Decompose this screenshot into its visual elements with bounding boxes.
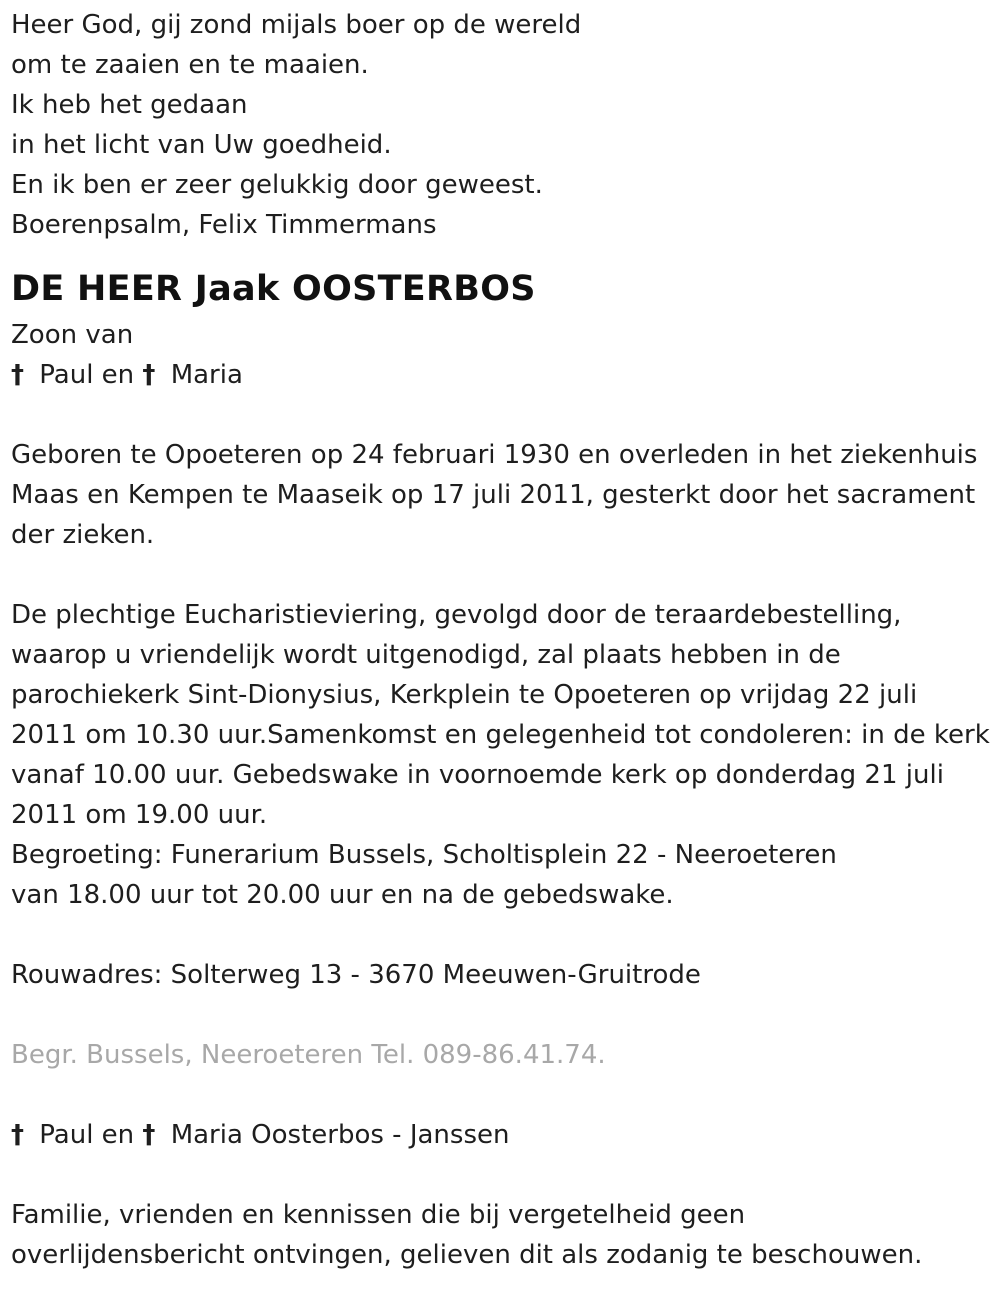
poem-line: En ik ben er zeer gelukkig door geweest. (11, 170, 543, 200)
poem (11, 5, 991, 245)
mourning-address: Rouwadres: Solterweg 13 - 3670 Meeuwen-Gruitrode (11, 960, 701, 990)
greeting-line: van 18.00 uur tot 20.00 uur en na de gebedswake. (11, 880, 674, 910)
poem-line: Ik heb het gedaan (11, 90, 248, 120)
notice-line: Familie, vrienden en kennissen die bij vergetelheid geen (11, 1200, 746, 1230)
son-of-label: Zoon van (11, 320, 134, 350)
poem-line: Heer God, gij zond mijals boer op de wereld (11, 10, 582, 40)
poem-line: in het licht van Uw goedheid. (11, 130, 392, 160)
obituary-page (11, 5, 991, 1275)
birth-death-paragraph: Geboren te Opoeteren op 24 februari 1930 en overleden in het ziekenhuis Maas en Kempen te Maaseik op 17 juli 2011, gesterkt door het sacrament der zieken. (11, 440, 978, 550)
cross-icon: † (11, 360, 24, 390)
parent-mother: Maria (170, 360, 243, 390)
parent-father: Paul en (39, 360, 135, 390)
poem-line: om te zaaien en te maaien. (11, 50, 369, 80)
cross-icon: † (11, 1120, 24, 1150)
deceased-title: DE HEER Jaak OOSTERBOS (11, 269, 536, 309)
family-part2: Maria Oosterbos - Janssen (170, 1120, 510, 1150)
greeting-line: Begroeting: Funerarium Bussels, Scholtisplein 22 - Neeroeteren (11, 840, 837, 870)
cross-icon: † (142, 360, 156, 390)
notice-line: overlijdensbericht ontvingen, gelieven dit als zodanig te beschouwen. (11, 1240, 923, 1270)
family-part1: Paul en (39, 1120, 135, 1150)
poem-attribution: Boerenpsalm, Felix Timmermans (11, 210, 437, 240)
ceremony-paragraph: De plechtige Eucharistieviering, gevolgd door de teraardebestelling, waarop u vriendelijk wordt uitgenodigd, zal plaats hebben in de parochiekerk Sint-Dionysius, Kerkplein te Opoeteren op vrijdag 22 juli 2011 om 10.30 uur.Samenkomst en gelegenheid tot condoleren: in de kerk vanaf 10.00 uur. Gebedswake in voornoemde kerk op donderdag 21 juli 2011 om 19.00 uur. (11, 600, 990, 830)
cross-icon: † (142, 1120, 156, 1150)
undertaker-info: Begr. Bussels, Neeroeteren Tel. 089-86.41.74. (11, 1040, 606, 1070)
family-line (11, 1115, 991, 1155)
parents-line (11, 355, 991, 395)
